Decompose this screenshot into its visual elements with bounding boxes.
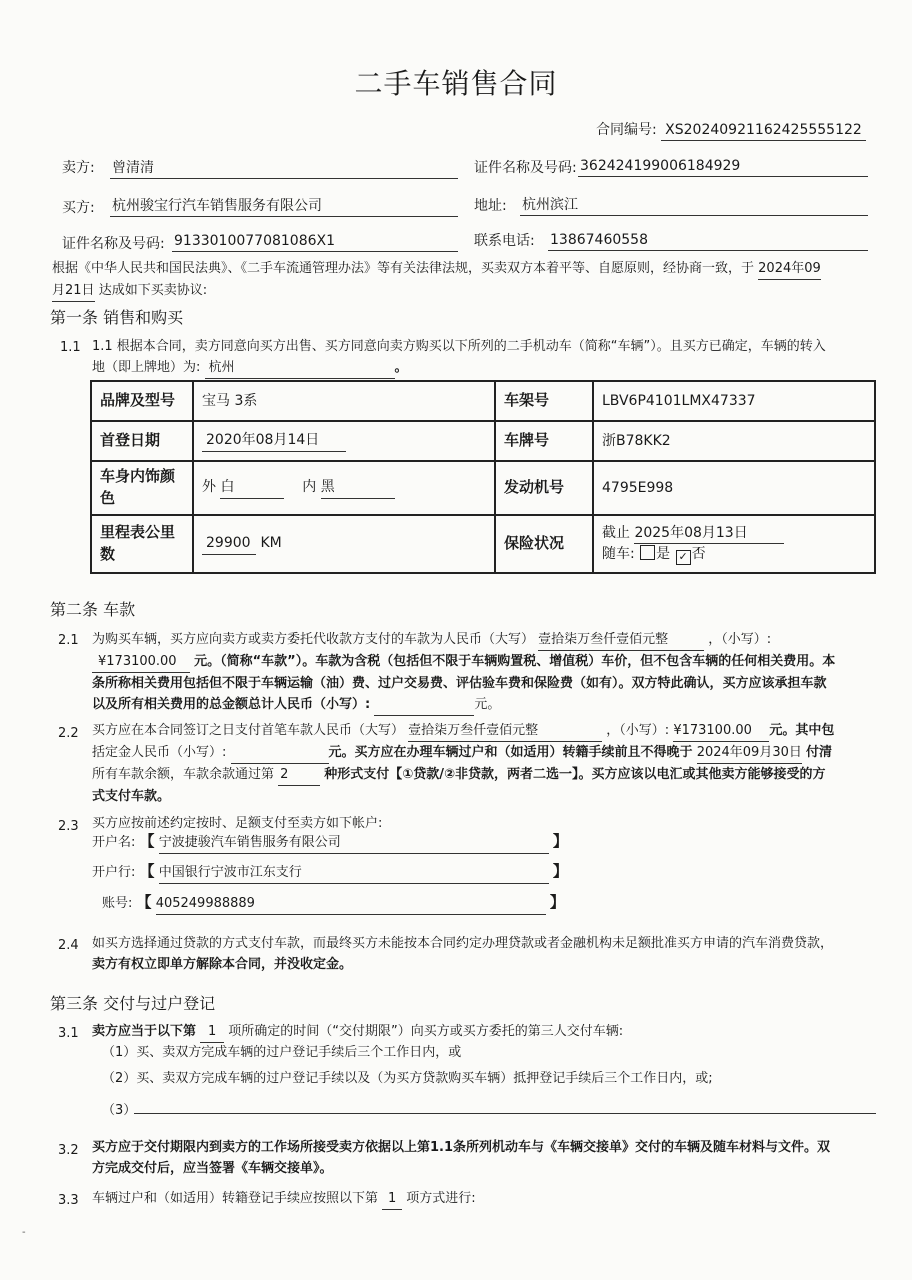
clause-1-1-text-2: 地（即上牌地）为: [92,360,201,375]
clause-2-2-text-4: 式支付车款。 [92,789,171,804]
document-title: 二手车销售合同 [354,67,558,100]
mileage-unit: KM [260,535,282,552]
clause-3-2-text-2: 方完成交付后，应当签署《车辆交接单》。 [92,1161,333,1176]
clause-2-4 [92,933,892,975]
clause-2-2 [92,720,892,807]
buyer-phone: 13867460558 [548,230,868,251]
price-upper: 壹拾柒万叁仟壹佰元整 [538,629,704,651]
clause-2-4-text-1: 如买方选择通过贷款的方式支付车款，而最终买方未能按本合同约定办理贷款或者金融机构未足额批准买方申请的汽车消费贷款， [92,936,834,951]
clause-2-2-text-3a: 所有车款余额，车款余款通过第 [92,767,275,782]
bracket-right: 】 [549,893,565,911]
intro-text-2: 达成如下买卖协议: [98,283,208,298]
buyer-label: 买方: [62,200,95,216]
bracket-left: 【 [136,893,152,911]
clause-2-2-text-2a: 括定金人民币（小写）: [92,745,227,760]
payment-method: 2 [278,764,320,786]
account-number: 405249988889 [156,895,546,915]
payment-deadline: 2024年09月30日 [697,742,802,764]
insurance-yes-checkbox[interactable] [640,545,655,560]
first-payment-lower: ¥173100.00 [673,720,769,742]
transfer-item: 1 [382,1188,402,1210]
seller-id: 362424199006184929 [578,156,868,177]
table-row [91,421,875,461]
clause-2-1-text-1a: 为购买车辆，买方应向卖方或卖方委托代收款方支付的车款为人民币（大写） [92,632,535,647]
clause-1-1-num: 1.1 [60,340,81,355]
vin-value: LBV6P4101LMX47337 [593,381,875,421]
clause-3-3 [92,1188,892,1210]
clause-2-4-num: 2.4 [58,938,79,953]
clause-2-1-text-1b: ，（小写）: [708,632,772,647]
price-lower: ¥173100.00 [92,651,190,673]
buyer-phone-label: 联系电话: [474,233,535,249]
clause-2-1-text-4b: 元。 [474,697,501,712]
reg-date-label: 首登日期 [91,421,193,461]
clause-2-2-num: 2.2 [58,726,79,741]
table-row [91,515,875,573]
engine-label: 发动机号 [495,461,593,515]
reg-date-cell [193,421,495,461]
buyer-addr: 杭州滨江 [520,195,868,216]
reg-date-value: 2020年08月14日 [202,430,346,451]
delivery-option-3-label: （3） [102,1103,137,1118]
clause-3-1-text-1a: 卖方应当于以下第 [92,1024,197,1039]
vin-label: 车架号 [495,381,593,421]
first-payment-upper: 壹拾柒万叁仟壹佰元整 [408,720,602,742]
contract-no [596,120,866,141]
clause-2-1-text-3: 条所称相关费用包括但不限于车辆运输（油）费、过户交易费、评估验车费和保险费（如有）。双方特此确认，买方应该承担车款 [92,676,827,691]
transfer-place: 杭州 [205,357,395,379]
clause-2-1 [92,629,892,716]
intro-date-a: 2024年09 [758,258,821,280]
insurance-no-label: 否 [691,546,706,563]
deposit-blank [231,742,329,764]
seller-id-label: 证件名称及号码: [474,160,577,176]
clause-2-2-text-2b: 元。买方应在办理车辆过户和（如适用）转籍手续前且不得晚于 [328,745,693,760]
insurance-no-checkbox[interactable]: ✓ [676,550,691,565]
contract-no-value: XS20240921162425555122 [661,120,866,141]
bracket-left: 【 [139,862,155,880]
clause-3-2-num: 3.2 [58,1143,79,1158]
interior-prefix: 内 [302,479,317,496]
mileage-label: 里程表公里数 [91,515,193,573]
clause-3-1 [92,1021,892,1043]
intro-date-b: 月21日 [52,280,95,302]
article-1-heading: 第一条 销售和购买 [50,308,184,327]
exterior-prefix: 外 [202,479,216,496]
seller-label: 卖方: [62,160,95,176]
margin-mark: - [22,1227,26,1238]
clause-2-2-text-1b: ，（小写）: [606,723,670,738]
intro-text-1: 根据《中华人民共和国民法典》、《二手车流通管理办法》等有关法律法规，买卖双方本着平等、自愿原则，经协商一致，于 [52,261,755,276]
account-holder-row [92,831,568,854]
clause-2-3-num: 2.3 [58,819,79,834]
vehicle-info-table [90,380,876,574]
article-2-heading: 第二条 车款 [50,600,136,619]
color-label: 车身内饰颜色 [91,461,193,515]
intro-paragraph [52,258,892,302]
clause-2-2-text-1c: 元。其中包 [769,723,835,738]
account-holder: 宁波捷骏汽车销售服务有限公司 [159,834,549,854]
interior-color: 黑 [321,477,395,498]
brand-label: 品牌及型号 [91,381,193,421]
clause-3-3-num: 3.3 [58,1193,79,1208]
account-bank: 中国银行宁波市江东支行 [159,864,549,884]
clause-3-2-text-1: 买方应于交付期限内到卖方的工作场所接受卖方依据以上第1.1条所列机动车与《车辆交接单》交付的车辆及随车材料与文件。双 [92,1140,831,1155]
plate-value: 浙B78KK2 [593,421,875,461]
clause-3-3-text-1a: 车辆过户和（如适用）转籍登记手续应按照以下第 [92,1191,379,1206]
account-bank-label: 开户行: [92,865,136,880]
account-number-row [102,892,565,915]
clause-3-2 [92,1137,892,1179]
table-row [91,381,875,421]
bracket-right: 】 [552,862,568,880]
clause-3-1-num: 3.1 [58,1026,79,1041]
clause-3-3-text-1b: 项方式进行: [406,1191,476,1206]
article-3-heading: 第三条 交付与过户登记 [50,994,216,1013]
account-bank-row [92,861,568,884]
plate-label: 车牌号 [495,421,593,461]
mileage-cell [193,515,495,573]
clause-1-1-end: 。 [394,360,408,375]
clause-3-1-text-1b: 项所确定的时间（“交付期限”）向买方或买方委托的第三人交付车辆: [228,1024,624,1039]
clause-2-1-text-2: 元。（简称“车款”）。车款为含税（包括但不限于车辆购置税、增值税）车价，但不包含车辆的任何相关费用。本 [194,654,836,669]
bracket-left: 【 [139,832,155,850]
clause-1-1-text-1: 1.1 根据本合同，卖方同意向买方出售、买方同意向卖方购买以下所列的二手机动车（简称“车辆”）。且买方已确定，车辆的转入 [92,339,826,354]
bracket-right: 】 [552,832,568,850]
account-number-label: 账号: [102,896,133,911]
insurance-cell [593,515,875,573]
contract-no-label: 合同编号: [596,122,657,138]
total-amount-blank [374,694,474,716]
clause-2-2-text-2c: 付清 [806,745,833,760]
engine-value: 4795E998 [593,461,875,515]
clause-2-2-text-1a: 买方应在本合同签订之日支付首笔车款人民币（大写） [92,723,405,738]
insurance-date: 2025年08月13日 [634,523,784,544]
clause-2-1-num: 2.1 [58,633,79,648]
clause-1-1 [92,336,892,379]
clause-2-1-text-4a: 以及所有相关费用的总金额总计人民币（小写）: [92,697,371,712]
buyer-id-label: 证件名称及号码: [62,236,165,252]
clause-2-2-text-3b: 种形式支付【①贷款/②非贷款，两者二选一】。买方应该以电汇或其他卖方能够接受的方 [324,767,826,782]
delivery-option-2: （2）买、卖双方完成车辆的过户登记手续以及（为买方贷款购买车辆）抵押登记手续后三个工作日内，或; [102,1071,713,1086]
delivery-item: 1 [200,1021,224,1043]
color-cell [193,461,495,515]
insurance-label: 保险状况 [495,515,593,573]
mileage-value: 29900 [202,533,256,554]
delivery-option-3-line [134,1113,876,1114]
exterior-color: 白 [220,477,284,498]
account-holder-label: 开户名: [92,835,136,850]
buyer-id: 9133010077081086X1 [172,231,458,252]
buyer-addr-label: 地址: [474,198,507,214]
insurance-with-label: 随车: [602,546,635,563]
insurance-prefix: 截止 [602,524,630,541]
table-row [91,461,875,515]
insurance-yes-label: 是 [656,546,671,563]
clause-2-4-text-2: 卖方有权立即单方解除本合同，并没收定金。 [92,957,353,972]
delivery-option-1: （1）买、卖双方完成车辆的过户登记手续后三个工作日内，或 [102,1045,462,1060]
clause-2-3-text: 买方应按前述约定按时、足额支付至卖方如下帐户: [92,816,383,831]
brand-value: 宝马 3系 [193,381,495,421]
buyer-name: 杭州骏宝行汽车销售服务有限公司 [110,196,458,217]
seller-name: 曾清清 [110,158,458,179]
